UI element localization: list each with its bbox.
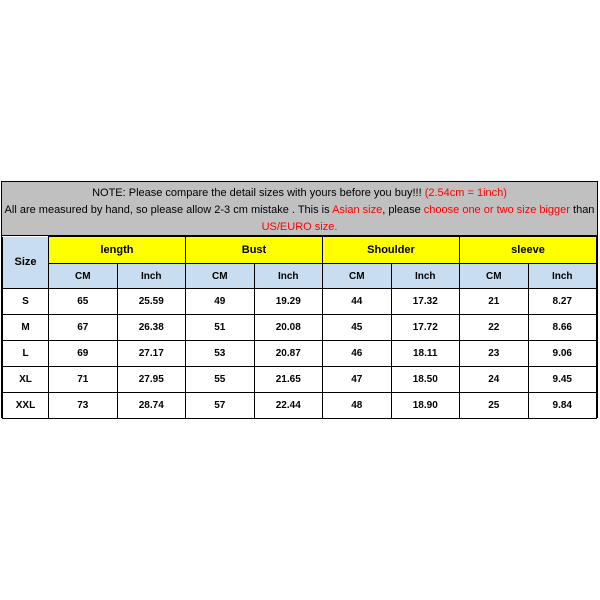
note-text: All are measured by hand, so please allow 2-3 cm mistake . This is [4, 204, 330, 216]
note-size-advice: choose one or two size bigger [423, 204, 570, 216]
table-cell: 57 [186, 393, 255, 419]
table-cell: 8.27 [528, 289, 597, 315]
table-cell: 46 [323, 341, 392, 367]
row-size: XXL [3, 393, 49, 419]
row-size: S [3, 289, 49, 315]
table-cell: 25 [460, 393, 529, 419]
table-cell: 27.17 [117, 341, 186, 367]
size-note [2, 182, 597, 236]
table-cell: 17.72 [391, 315, 460, 341]
table-cell: 9.06 [528, 341, 597, 367]
table-cell: 17.32 [391, 289, 460, 315]
table-cell: 20.08 [254, 315, 323, 341]
unit-cm: CM [186, 264, 255, 289]
table-cell: 53 [186, 341, 255, 367]
table-cell: 21.65 [254, 367, 323, 393]
unit-cm: CM [323, 264, 392, 289]
table-cell: 69 [49, 341, 118, 367]
table-row [3, 289, 597, 315]
table-cell: 71 [49, 367, 118, 393]
note-text: NOTE: Please compare the detail sizes with yours before you buy!!! [92, 187, 422, 199]
table-row [3, 341, 597, 367]
table-cell: 47 [323, 367, 392, 393]
unit-inch: Inch [528, 264, 597, 289]
group-header-length: length [49, 237, 186, 264]
table-cell: 18.11 [391, 341, 460, 367]
table-cell: 44 [323, 289, 392, 315]
table-cell: 18.50 [391, 367, 460, 393]
note-line-2 [2, 202, 597, 219]
size-chart [1, 181, 598, 418]
table-cell: 27.95 [117, 367, 186, 393]
table-row [3, 315, 597, 341]
unit-cm: CM [460, 264, 529, 289]
group-header-shoulder: Shoulder [323, 237, 460, 264]
note-conversion: (2.54cm = 1inch) [424, 187, 507, 199]
table-cell: 73 [49, 393, 118, 419]
table-cell: 22.44 [254, 393, 323, 419]
size-table [2, 236, 597, 419]
table-row [3, 393, 597, 419]
table-cell: 18.90 [391, 393, 460, 419]
table-cell: 21 [460, 289, 529, 315]
size-header: Size [3, 237, 49, 289]
group-header-row [3, 237, 597, 264]
table-cell: 55 [186, 367, 255, 393]
table-row [3, 367, 597, 393]
note-asian-size: Asian size [332, 204, 383, 216]
table-cell: 24 [460, 367, 529, 393]
unit-inch: Inch [391, 264, 460, 289]
table-cell: 26.38 [117, 315, 186, 341]
table-cell: 67 [49, 315, 118, 341]
table-cell: 19.29 [254, 289, 323, 315]
unit-inch: Inch [117, 264, 186, 289]
note-line-3 [2, 219, 597, 236]
row-size: L [3, 341, 49, 367]
table-cell: 20.87 [254, 341, 323, 367]
table-cell: 49 [186, 289, 255, 315]
unit-inch: Inch [254, 264, 323, 289]
row-size: M [3, 315, 49, 341]
table-cell: 28.74 [117, 393, 186, 419]
table-cell: 8.66 [528, 315, 597, 341]
unit-cm: CM [49, 264, 118, 289]
table-cell: 51 [186, 315, 255, 341]
table-cell: 45 [323, 315, 392, 341]
note-us-euro: US/EURO size. [261, 221, 338, 233]
table-cell: 22 [460, 315, 529, 341]
group-header-bust: Bust [186, 237, 323, 264]
table-cell: 9.84 [528, 393, 597, 419]
row-size: XL [3, 367, 49, 393]
table-cell: 65 [49, 289, 118, 315]
table-cell: 48 [323, 393, 392, 419]
table-cell: 25.59 [117, 289, 186, 315]
table-cell: 23 [460, 341, 529, 367]
table-cell: 9.45 [528, 367, 597, 393]
note-text: , please [382, 204, 421, 216]
note-text: than [573, 204, 595, 216]
unit-header-row [3, 264, 597, 289]
note-line-1 [2, 185, 597, 202]
group-header-sleeve: sleeve [460, 237, 597, 264]
